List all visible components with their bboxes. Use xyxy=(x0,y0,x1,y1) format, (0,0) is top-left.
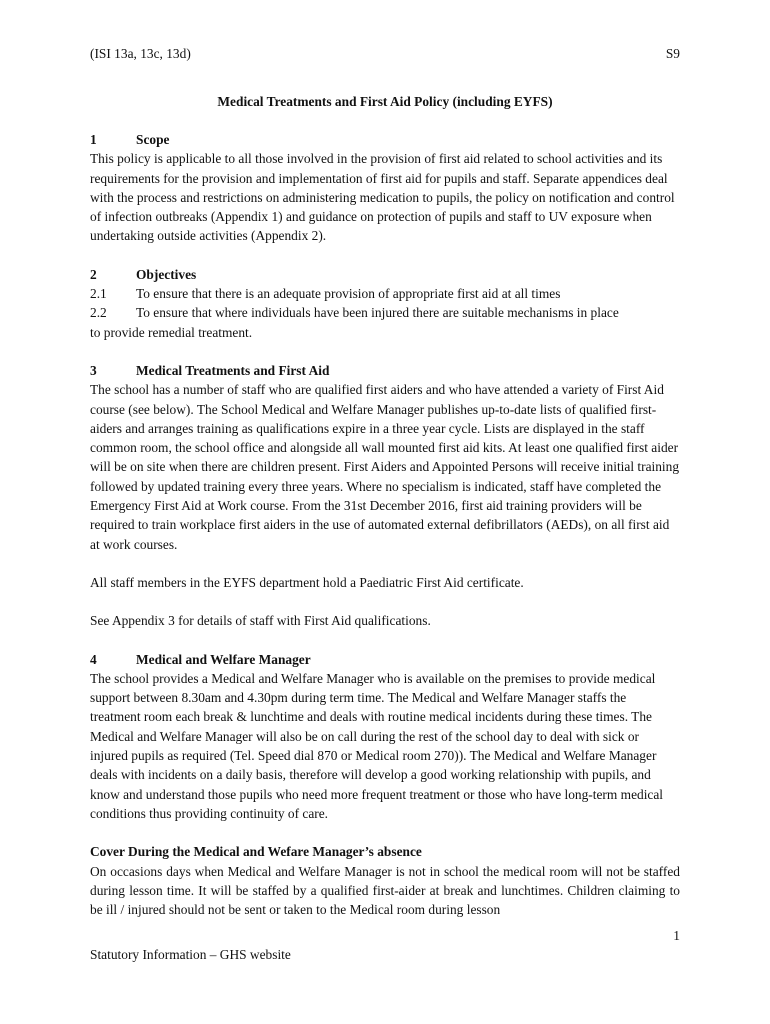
section-number: 2 xyxy=(90,266,97,282)
section-objectives xyxy=(90,265,680,342)
cover-heading: Cover During the Medical and Wefare Manager’s absence xyxy=(90,844,422,860)
header-reference: (ISI 13a, 13c, 13d) xyxy=(90,46,191,61)
section-paragraph: This policy is applicable to all those involved in the provision of first aid related to school activities and its requirements for the provision and implementation of first aid for pupils and staff. Separate appendices deal with the process and restrictions on administering medication to pupils, the policy on notification and control of infection outbreaks (Appendix 1) and guidance on protection of pupils and staff to UV exposure when undertaking outside activities (Appendix 2). xyxy=(90,151,675,244)
page-number: 1 xyxy=(673,928,680,943)
section-heading xyxy=(90,130,680,149)
appendix-reference xyxy=(90,611,680,630)
objective-item xyxy=(90,303,680,322)
section-medical-treatments xyxy=(90,361,680,554)
document-title: Medical Treatments and First Aid Policy (including EYFS) xyxy=(217,94,553,109)
section-title: Scope xyxy=(136,132,170,147)
eyfs-statement xyxy=(90,573,680,592)
appendix-paragraph: See Appendix 3 for details of staff with First Aid qualifications. xyxy=(90,613,431,629)
objective-number: 2.2 xyxy=(90,305,107,321)
objective-number: 2.1 xyxy=(90,286,107,302)
section-paragraph: The school provides a Medical and Welfare Manager who is available on the premises to provide medical support between 8.30am and 4.30pm during term time. The Medical and Welfare Manager staffs the treatment room each break & lunchtime and deals with routine medical incidents during these times. The Medical and Welfare Manager will also be on call during the rest of the school day to deal with sick or injured pupils as required (Tel. Speed dial 870 or Medical room 270)). The Medical and Welfare Manager deals with incidents on a daily basis, therefore will develop a good working relationship with pupils, and know and understand those pupils who need more frequent treatment or those who have long-term medical conditions thus providing continuity of care. xyxy=(90,670,664,821)
objective-item xyxy=(90,284,680,303)
section-paragraph: The school has a number of staff who are qualified first aiders and who have attended a variety of First Aid course (see below). The School Medical and Welfare Manager publishes up-to-date lists of qualified first-aiders and arranges training as qualifications expire in a three year cycle. Lists are displayed in the staff common room, the school office and alongside all wall mounted first aid kits. At least one qualified first aider will be on site when there are children present. First Aiders and Appointed Persons will receive initial training followed by updated training every three years. Where no specialism is indicated, staff have completed the Emergency First Aid at Work course. From the 31st December 2016, first aid training providers will be required to train workplace first aiders in the use of automated external defibrillators (AEDs), on all first aid at work courses. xyxy=(90,382,680,552)
cover-paragraph: On occasions days when Medical and Welfare Manager is not in school the medical room will not be staffed during lesson time. It will be staffed by a qualified first-aider at break and lunchtimes. Children claiming to be ill / injured should not be sent or taken to the Medical room during lesson xyxy=(90,863,680,918)
section-scope xyxy=(90,130,680,246)
section-title: Medical and Welfare Manager xyxy=(136,651,311,667)
objective-text: To ensure that there is an adequate provision of appropriate first aid at all times xyxy=(136,286,561,302)
section-heading xyxy=(90,265,680,284)
document-body xyxy=(90,130,680,938)
section-title: Objectives xyxy=(136,266,197,282)
section-cover xyxy=(90,842,680,919)
section-number: 3 xyxy=(90,362,97,378)
eyfs-paragraph: All staff members in the EYFS department hold a Paediatric First Aid certificate. xyxy=(90,574,524,590)
section-number: 1 xyxy=(90,132,97,147)
objective-continuation: to provide remedial treatment. xyxy=(90,324,253,340)
section-heading xyxy=(90,650,680,669)
section-number: 4 xyxy=(90,651,97,667)
section-manager xyxy=(90,650,680,824)
section-heading xyxy=(90,361,680,380)
header-code: S9 xyxy=(665,46,680,61)
page-header xyxy=(90,44,680,63)
page-footer xyxy=(90,926,680,965)
section-title: Medical Treatments and First Aid xyxy=(136,362,330,378)
objective-text: To ensure that where individuals have been injured there are suitable mechanisms in place xyxy=(136,305,619,321)
footer-text: Statutory Information – GHS website xyxy=(90,947,291,963)
